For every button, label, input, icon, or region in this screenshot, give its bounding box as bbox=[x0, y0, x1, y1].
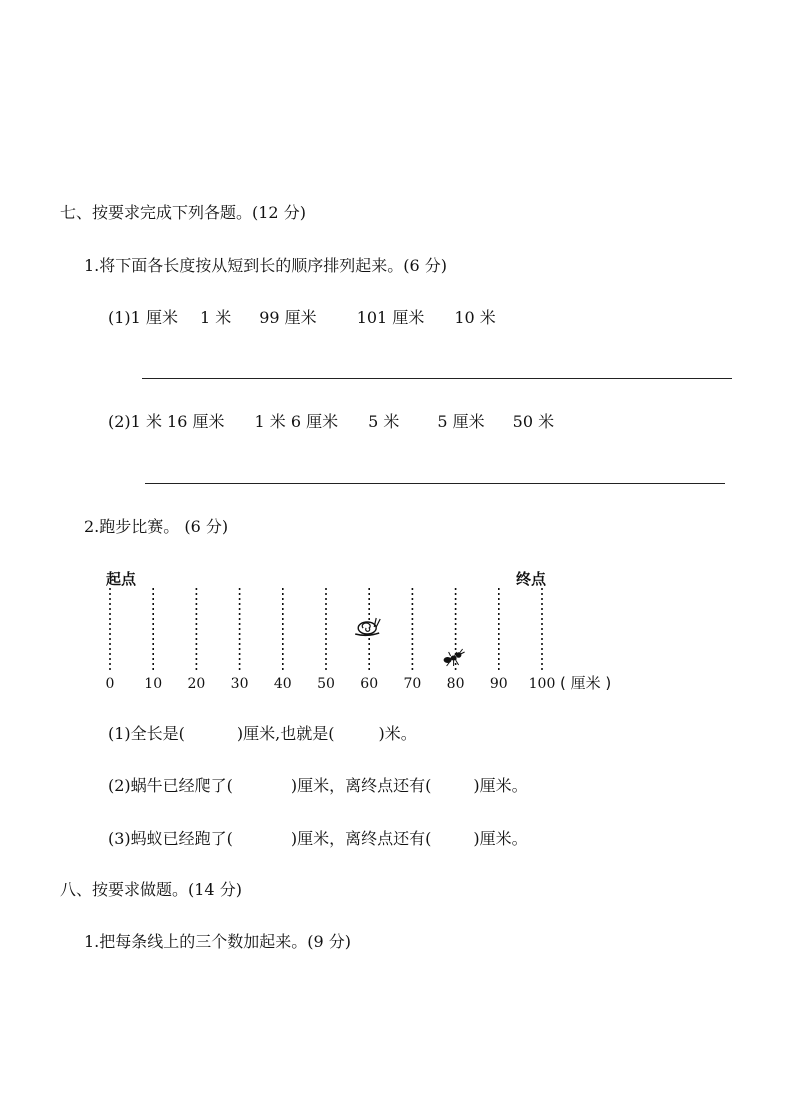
tick-label: 0 bbox=[105, 676, 115, 692]
tick-label: 40 bbox=[273, 676, 292, 692]
start-label: 起点 bbox=[106, 570, 137, 588]
length-item: 5 米 bbox=[368, 412, 400, 431]
tick-label: 10 bbox=[144, 676, 163, 692]
tick-label: 30 bbox=[230, 676, 249, 692]
tick-label: 20 bbox=[187, 676, 206, 692]
answer-line-2[interactable] bbox=[145, 483, 725, 484]
sub-question-3: (3)蚂蚁已经跑了( )厘米，离终点还有( )厘米。 bbox=[108, 829, 528, 848]
question-1-title: 1.将下面各长度按从短到长的顺序排列起来。(6 分) bbox=[84, 256, 448, 275]
answer-line-1[interactable] bbox=[142, 378, 732, 379]
tick-label: 70 bbox=[403, 676, 422, 692]
length-item: 1 米 16 厘米 bbox=[130, 412, 225, 431]
part-2-row bbox=[108, 412, 554, 432]
length-item: 101 厘米 bbox=[356, 308, 425, 327]
snail-icon bbox=[355, 618, 380, 635]
sub-question-2: (2)蜗牛已经爬了( )厘米，离终点还有( )厘米。 bbox=[108, 776, 528, 795]
length-item: 1 米 bbox=[199, 308, 232, 327]
question-2-title: 2.跑步比赛。 (6 分) bbox=[84, 517, 229, 536]
part-1-label: (1) bbox=[108, 308, 131, 327]
end-label: 终点 bbox=[516, 570, 547, 588]
length-item: 5 厘米 bbox=[437, 412, 485, 431]
tick-label: 90 bbox=[489, 676, 508, 692]
part-1-row bbox=[108, 308, 496, 328]
length-item: 10 米 bbox=[454, 308, 496, 327]
length-item: 50 米 bbox=[512, 412, 555, 431]
length-item: 1 厘米 bbox=[130, 308, 178, 327]
tick-label: 50 bbox=[317, 676, 335, 692]
part-2-label: (2) bbox=[108, 412, 131, 431]
unit-label: ( 厘米 ) bbox=[560, 674, 612, 692]
section-8-question-1-title: 1.把每条线上的三个数加起来。(9 分) bbox=[84, 932, 352, 951]
ant-icon bbox=[444, 649, 465, 666]
tick-label: 80 bbox=[446, 676, 465, 692]
section-8-title: 八、按要求做题。(14 分) bbox=[60, 880, 242, 899]
sub-question-1: (1)全长是( )厘米,也就是( )米。 bbox=[108, 724, 417, 743]
length-item: 1 米 6 厘米 bbox=[254, 412, 339, 431]
race-track-diagram bbox=[96, 566, 656, 696]
tick-label: 60 bbox=[360, 676, 379, 692]
tick-label: 100 bbox=[528, 676, 556, 692]
section-7-title: 七、按要求完成下列各题。(12 分) bbox=[60, 203, 306, 222]
length-item: 99 厘米 bbox=[259, 308, 317, 327]
